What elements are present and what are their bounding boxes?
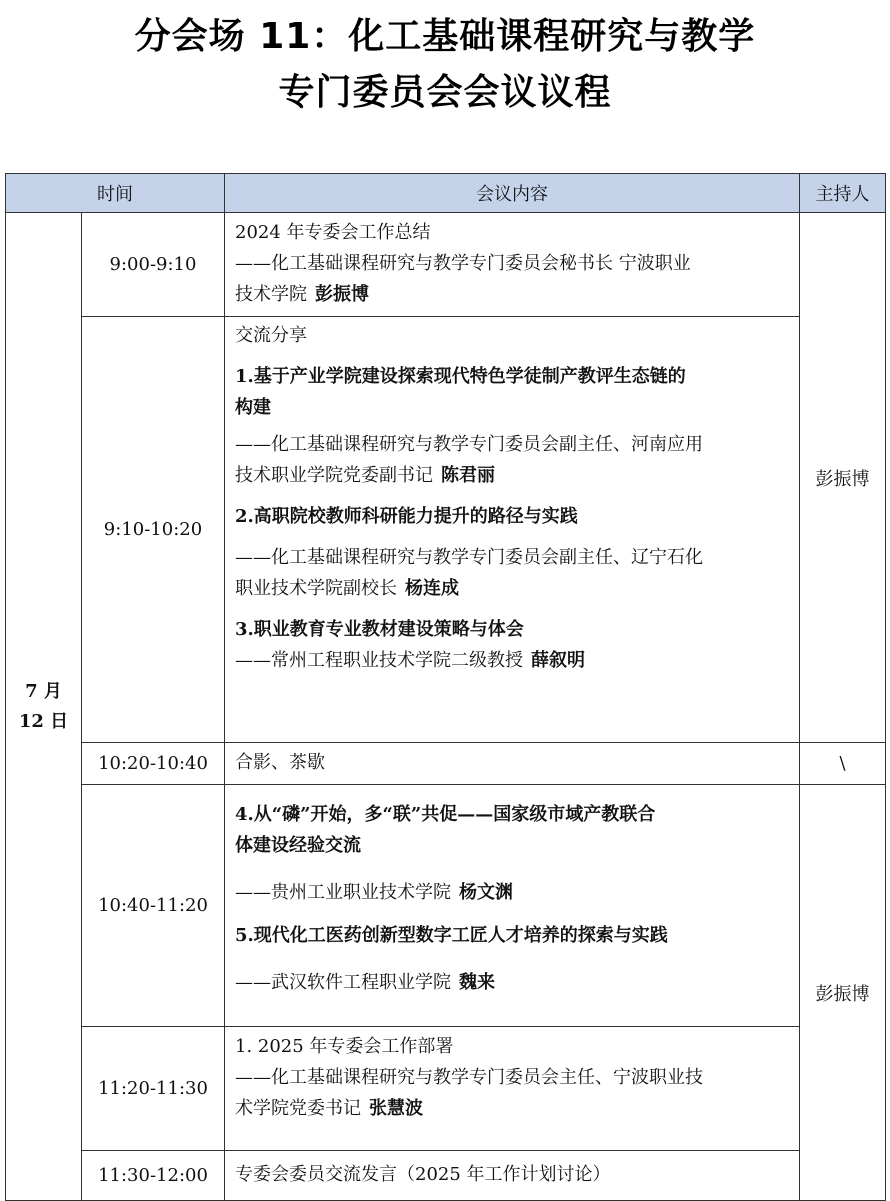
header-time: 时间 <box>6 174 225 213</box>
agenda-topic: 2024 年专委会工作总结 <box>235 222 431 243</box>
table-row <box>6 1027 886 1151</box>
agenda-desc: ——常州工程职业技术学院二级教授 <box>235 650 523 671</box>
agenda-table <box>5 173 886 1201</box>
time-cell: 10:20-10:40 <box>82 743 225 785</box>
speaker-name: 张慧波 <box>369 1098 423 1119</box>
agenda-topic: 合影、茶歇 <box>235 752 325 773</box>
agenda-topic: 4.从“磷”开始，多“联”共促——国家级市域产教联合 <box>235 804 656 825</box>
host-cell: 彭振博 <box>800 213 886 743</box>
agenda-subhead: 交流分享 <box>235 325 307 346</box>
header-content: 会议内容 <box>225 174 800 213</box>
agenda-topic: 1. 2025 年专委会工作部署 <box>235 1036 454 1057</box>
table-row <box>6 743 886 785</box>
header-row <box>6 174 886 213</box>
agenda-topic: 5.现代化工医药创新型数字工匠人才培养的探索与实践 <box>235 925 668 946</box>
agenda-desc: ——化工基础课程研究与教学专门委员会主任、宁波职业技 <box>235 1067 703 1088</box>
content-cell <box>225 1151 800 1201</box>
agenda-desc: 技术学院 <box>235 284 307 305</box>
agenda-topic: 体建设经验交流 <box>235 835 361 856</box>
host-cell: \ <box>800 743 886 785</box>
exchange-block <box>225 317 799 680</box>
agenda-topic: 3.职业教育专业教材建设策略与体会 <box>235 619 524 640</box>
speaker-name: 薛叙明 <box>531 650 585 671</box>
speaker-name: 杨连成 <box>405 578 459 599</box>
speaker-name: 彭振博 <box>315 284 369 305</box>
date-day: 12 日 <box>18 710 69 732</box>
content-cell <box>225 1027 800 1151</box>
agenda-desc: ——化工基础课程研究与教学专门委员会副主任、河南应用 <box>235 434 703 455</box>
page-title-line-1: 分会场 11：化工基础课程研究与教学 <box>134 16 756 57</box>
agenda-desc: ——化工基础课程研究与教学专门委员会秘书长 宁波职业 <box>235 253 691 274</box>
agenda-desc: 职业技术学院副校长 <box>235 578 397 599</box>
header-host: 主持人 <box>800 174 886 213</box>
time-cell: 10:40-11:20 <box>82 785 225 1027</box>
date-cell <box>6 213 82 1201</box>
speaker-name: 魏来 <box>459 972 495 993</box>
agenda-desc: ——化工基础课程研究与教学专门委员会副主任、辽宁石化 <box>235 547 703 568</box>
date-month: 7 月 <box>25 680 62 702</box>
table-row <box>6 785 886 1027</box>
agenda-topic: 1.基于产业学院建设探索现代特色学徒制产教评生态链的 <box>235 366 686 387</box>
time-cell: 9:00-9:10 <box>82 213 225 317</box>
table-row <box>6 213 886 317</box>
agenda-topic: 构建 <box>235 397 271 418</box>
table-row <box>6 317 886 743</box>
agenda-desc: 技术职业学院党委副书记 <box>235 465 433 486</box>
content-cell <box>225 785 800 1027</box>
agenda-topic: 2.高职院校教师科研能力提升的路径与实践 <box>235 506 578 527</box>
time-cell: 11:30-12:00 <box>82 1151 225 1201</box>
content-cell <box>225 317 800 743</box>
agenda-desc: ——贵州工业职业技术学院 <box>235 882 451 903</box>
content-cell <box>225 213 800 317</box>
host-cell: 彭振博 <box>800 785 886 1201</box>
time-cell: 11:20-11:30 <box>82 1027 225 1151</box>
time-cell: 9:10-10:20 <box>82 317 225 743</box>
table-row <box>6 1151 886 1201</box>
speaker-name: 陈君丽 <box>441 465 495 486</box>
agenda-topic: 专委会委员交流发言（2025 年工作计划讨论） <box>235 1164 611 1185</box>
speaker-name: 杨文渊 <box>459 882 513 903</box>
agenda-desc: 术学院党委书记 <box>235 1098 361 1119</box>
agenda-desc: ——武汉软件工程职业学院 <box>235 972 451 993</box>
content-cell <box>225 743 800 785</box>
page-title-line-2: 专门委员会会议议程 <box>278 72 612 113</box>
